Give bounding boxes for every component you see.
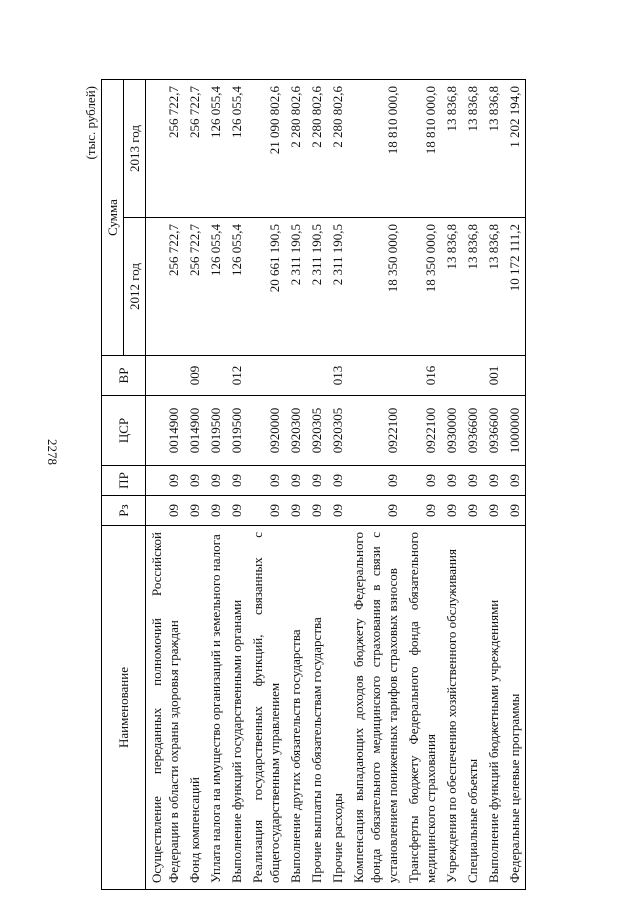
page-number: 2278	[45, 439, 60, 465]
row-amount-2012: 13 836,8	[462, 218, 483, 356]
row-vr: 013	[327, 356, 348, 396]
row-amount-2012: 13 836,8	[483, 218, 504, 356]
row-name: Выполнение других обязательств государства	[285, 526, 306, 890]
row-pr: 09	[306, 466, 327, 496]
row-vr	[285, 356, 306, 396]
row-vr	[205, 356, 226, 396]
header-year-2013: 2013 год	[124, 80, 146, 218]
row-name: Учреждения по обеспечению хозяйственного обслуживания	[441, 526, 462, 890]
row-pr: 09	[205, 466, 226, 496]
row-vr: 012	[226, 356, 247, 396]
row-rz: 09	[348, 496, 403, 526]
row-amount-2013: 126 055,4	[205, 80, 226, 218]
row-amount-2012: 20 661 190,5	[247, 218, 285, 356]
row-pr: 09	[483, 466, 504, 496]
rotated-page-content	[81, 80, 551, 890]
row-amount-2013: 256 722,7	[146, 80, 185, 218]
row-amount-2012: 256 722,7	[146, 218, 185, 356]
row-name: Прочие выплаты по обязательствам государства	[306, 526, 327, 890]
row-vr	[441, 356, 462, 396]
row-pr: 09	[184, 466, 205, 496]
row-name: Трансферты бюджету Федерального фонда обязательного медицинского страхования	[403, 526, 441, 890]
row-name: Прочие расходы	[327, 526, 348, 890]
row-name: Выполнение функций бюджетными учреждениями	[483, 526, 504, 890]
table-row	[403, 80, 441, 890]
row-amount-2012: 13 836,8	[441, 218, 462, 356]
row-pr: 09	[146, 466, 185, 496]
row-vr: 001	[483, 356, 504, 396]
units-label: (тыс. рублей)	[83, 86, 98, 160]
header-name: Наименование	[102, 526, 146, 890]
row-csr: 0920305	[306, 396, 327, 466]
header-rz: Рз	[102, 496, 146, 526]
header-vr: ВР	[102, 356, 146, 396]
row-rz: 09	[441, 496, 462, 526]
row-csr: 0930000	[441, 396, 462, 466]
row-amount-2013: 13 836,8	[441, 80, 462, 218]
row-amount-2013: 2 280 802,6	[285, 80, 306, 218]
row-rz: 09	[327, 496, 348, 526]
row-rz: 09	[205, 496, 226, 526]
row-vr	[247, 356, 285, 396]
table-row	[462, 80, 483, 890]
row-amount-2012: 2 311 190,5	[327, 218, 348, 356]
row-pr: 09	[462, 466, 483, 496]
row-csr: 0922100	[403, 396, 441, 466]
row-vr	[306, 356, 327, 396]
row-pr: 09	[403, 466, 441, 496]
table-row	[327, 80, 348, 890]
row-name: Федеральные целевые программы	[504, 526, 526, 890]
row-pr: 09	[441, 466, 462, 496]
row-rz: 09	[226, 496, 247, 526]
row-rz: 09	[306, 496, 327, 526]
row-rz: 09	[504, 496, 526, 526]
table-row	[285, 80, 306, 890]
row-amount-2013: 13 836,8	[483, 80, 504, 218]
row-amount-2013: 126 055,4	[226, 80, 247, 218]
table-row	[247, 80, 285, 890]
row-csr: 0920300	[285, 396, 306, 466]
row-rz: 09	[285, 496, 306, 526]
row-csr: 0922100	[348, 396, 403, 466]
row-pr: 09	[348, 466, 403, 496]
row-rz: 09	[247, 496, 285, 526]
header-sum: Сумма	[102, 80, 124, 356]
row-amount-2013: 256 722,7	[184, 80, 205, 218]
header-pr: ПР	[102, 466, 146, 496]
row-rz: 09	[462, 496, 483, 526]
row-amount-2013: 13 836,8	[462, 80, 483, 218]
table-row	[348, 80, 403, 890]
row-amount-2012: 256 722,7	[184, 218, 205, 356]
table-row	[441, 80, 462, 890]
table-row	[205, 80, 226, 890]
row-rz: 09	[184, 496, 205, 526]
row-amount-2012: 126 055,4	[226, 218, 247, 356]
row-name: Компенсация выпадающих доходов бюджету Федерального фонда обязательного медицинского страхования в связи с установлением пониженных тарифов страховых взносов	[348, 526, 403, 890]
row-csr: 0936600	[462, 396, 483, 466]
row-csr: 0014900	[146, 396, 185, 466]
row-name: Выполнение функций государственными органами	[226, 526, 247, 890]
row-csr: 0019500	[205, 396, 226, 466]
row-amount-2013: 1 202 194,0	[504, 80, 526, 218]
row-vr: 016	[403, 356, 441, 396]
row-vr	[504, 356, 526, 396]
row-vr	[348, 356, 403, 396]
table-row	[504, 80, 526, 890]
row-amount-2013: 2 280 802,6	[306, 80, 327, 218]
row-vr: 009	[184, 356, 205, 396]
table-body	[146, 80, 526, 890]
row-pr: 09	[285, 466, 306, 496]
row-vr	[462, 356, 483, 396]
table-row	[184, 80, 205, 890]
row-amount-2013: 21 090 802,6	[247, 80, 285, 218]
row-rz: 09	[403, 496, 441, 526]
row-amount-2013: 18 810 000,0	[403, 80, 441, 218]
row-csr: 0014900	[184, 396, 205, 466]
row-amount-2012: 2 311 190,5	[306, 218, 327, 356]
row-amount-2013: 2 280 802,6	[327, 80, 348, 218]
row-amount-2012: 2 311 190,5	[285, 218, 306, 356]
table-row	[483, 80, 504, 890]
row-rz: 09	[146, 496, 185, 526]
row-amount-2013: 18 810 000,0	[348, 80, 403, 218]
row-rz: 09	[483, 496, 504, 526]
row-csr: 0019500	[226, 396, 247, 466]
row-name: Фонд компенсаций	[184, 526, 205, 890]
row-csr: 0920305	[327, 396, 348, 466]
row-csr: 1000000	[504, 396, 526, 466]
row-pr: 09	[247, 466, 285, 496]
table-row	[306, 80, 327, 890]
row-csr: 0936600	[483, 396, 504, 466]
row-name: Специальные объекты	[462, 526, 483, 890]
row-name: Реализация государственных функций, связанных с общегосударственным управлением	[247, 526, 285, 890]
row-name: Уплата налога на имущество организаций и земельного налога	[205, 526, 226, 890]
table-row	[146, 80, 185, 890]
budget-table	[101, 79, 526, 890]
row-name: Осуществление переданных полномочий Российской Федерации в области охраны здоровья граждан	[146, 526, 185, 890]
table-row	[226, 80, 247, 890]
row-pr: 09	[226, 466, 247, 496]
row-amount-2012: 18 350 000,0	[403, 218, 441, 356]
header-csr: ЦСР	[102, 396, 146, 466]
row-csr: 0920000	[247, 396, 285, 466]
row-amount-2012: 10 172 111,2	[504, 218, 526, 356]
row-vr	[146, 356, 185, 396]
header-year-2012: 2012 год	[124, 218, 146, 356]
row-pr: 09	[327, 466, 348, 496]
row-amount-2012: 18 350 000,0	[348, 218, 403, 356]
row-amount-2012: 126 055,4	[205, 218, 226, 356]
row-pr: 09	[504, 466, 526, 496]
